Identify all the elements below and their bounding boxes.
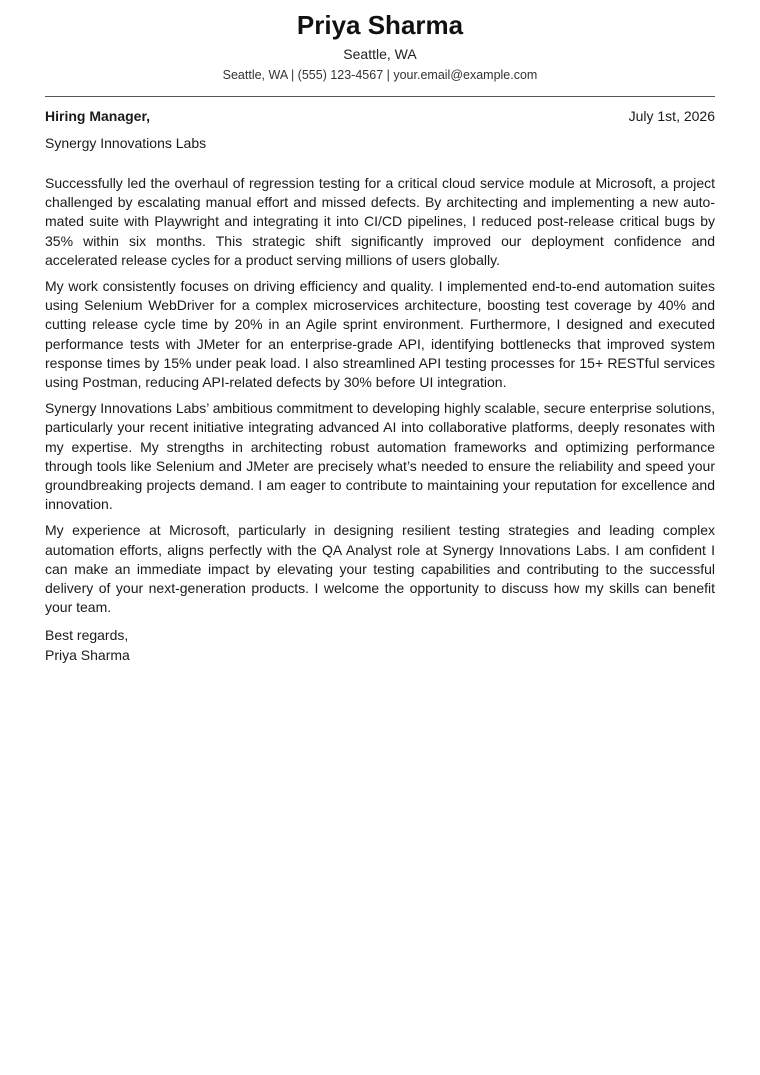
letter-header xyxy=(45,8,715,84)
recipient: Hiring Manager, xyxy=(45,108,151,124)
body-paragraph: Synergy Innovations Labs’ ambitious commitment to developing highly scalable, secure enterprise solutions, particularly your recent initiative integrating advanced AI into collaborative platforms, deeply resonates with my expertise. My strengths in architecting robust automation frameworks and optimizing performance through tools like Selenium and JMeter are precisely what’s needed to ensure the reliability and speed your groundbreaking projects demand. I am eager to contribute to maintaining your reputation for excellence and innovation. xyxy=(45,400,715,513)
company-name: Synergy Innovations Labs xyxy=(45,135,207,151)
applicant-contact: Seattle, WA | (555) 123-4567 | your.email@example.com xyxy=(222,68,538,82)
letter-closing xyxy=(45,626,715,665)
letter-body xyxy=(45,174,715,617)
recipient-date-row xyxy=(45,107,715,125)
cover-letter xyxy=(45,8,715,665)
body-paragraph: Successfully led the overhaul of regression testing for a critical cloud service module at Microsoft, a project challenged by escalating manual effort and missed defects. By architecting and implementing a new automated suite with Playwright and integrating it into CI/CD pipelines, I reduced post-release critical bugs by 35% within six months. This strategic shift significantly improved our deployment confidence and accelerated release cycles for a product serving millions of users globally. xyxy=(45,175,715,268)
letter-date: July 1st, 2026 xyxy=(628,108,715,124)
applicant-location: Seattle, WA xyxy=(343,46,417,62)
body-paragraph: My experience at Microsoft, particularly in designing resilient testing strategies and leading complex automation efforts, aligns perfectly with the QA Analyst role at Synergy Innovations Labs. I am confident I can make an immediate impact by elevating your testing capabilities and contributing to the successful delivery of your next-generation products. I welcome the opportunity to discuss how my skills can benefit your team. xyxy=(45,522,715,616)
header-divider xyxy=(45,96,715,97)
closing-signature: Priya Sharma xyxy=(45,646,130,663)
applicant-name: Priya Sharma xyxy=(296,10,464,40)
body-paragraph: My work consistently focuses on driving efficiency and quality. I implemented end-to-end automation suites using Selenium WebDriver for a complex microservices architecture, boosting test coverage by 40% and cutting release cycle time by 20% in an Agile sprint environment. Furthermore, I designed and executed performance tests with JMeter for an enterprise-grade API, identifying bottlenecks that improved system response times by 15% under peak load. I also streamlined API testing processes for 15+ RESTful services using Postman, reducing API-related defects by 30% before UI integration. xyxy=(45,278,715,391)
closing-salutation: Best regards, xyxy=(45,627,129,644)
